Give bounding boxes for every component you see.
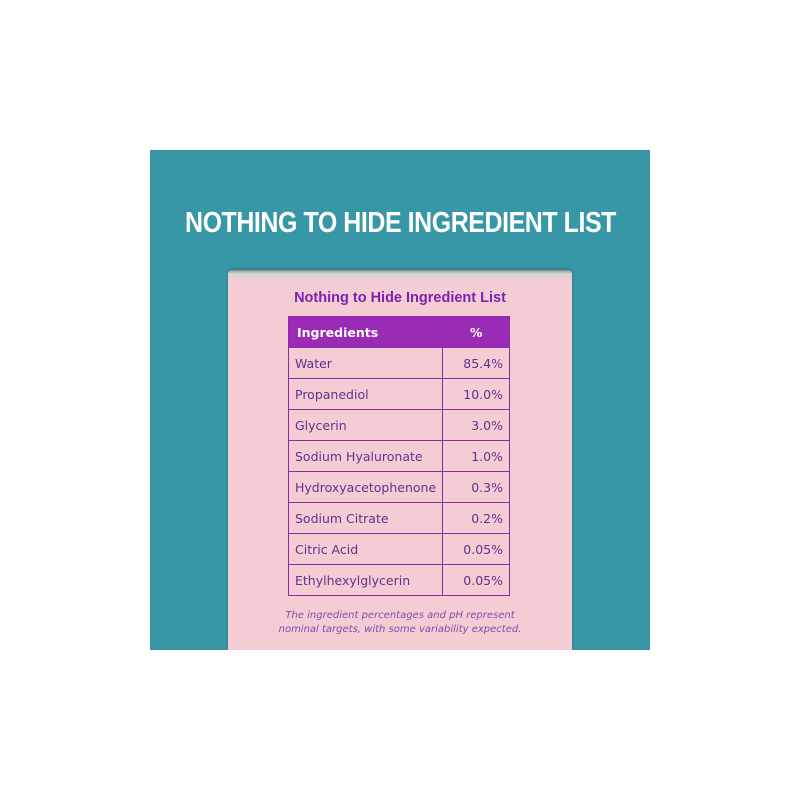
table-row: [289, 379, 510, 410]
ingredient-percent: 85.4%: [443, 348, 510, 379]
table-row: [289, 348, 510, 379]
header-percent: %: [443, 317, 510, 348]
ingredient-percent: 0.05%: [443, 565, 510, 596]
ingredient-name: Hydroxyacetophenone: [289, 472, 443, 503]
box-title: Nothing to Hide Ingredient List: [294, 290, 506, 306]
footnote-line-1: The ingredient percentages and pH represent: [285, 610, 515, 621]
ingredient-name: Water: [289, 348, 443, 379]
table-row: [289, 534, 510, 565]
headline: NOTHING TO HIDE INGREDIENT LIST: [185, 207, 616, 239]
footnote-line-2: nominal targets, with some variability expected.: [278, 624, 522, 635]
table-row: [289, 503, 510, 534]
header-ingredients: Ingredients: [289, 317, 443, 348]
ingredient-name: Citric Acid: [289, 534, 443, 565]
ingredient-percent: 1.0%: [443, 441, 510, 472]
ingredient-percent: 0.05%: [443, 534, 510, 565]
ingredient-percent: 3.0%: [443, 410, 510, 441]
teal-panel: [150, 150, 650, 650]
ingredient-name: Propanediol: [289, 379, 443, 410]
footnote: [228, 609, 572, 637]
table-row: [289, 472, 510, 503]
table-row: [289, 441, 510, 472]
ingredient-name: Ethylhexylglycerin: [289, 565, 443, 596]
ingredient-name: Sodium Hyaluronate: [289, 441, 443, 472]
table-row: [289, 565, 510, 596]
ingredient-percent: 0.2%: [443, 503, 510, 534]
table-header-row: [289, 317, 510, 348]
product-box: [228, 270, 572, 650]
ingredient-name: Glycerin: [289, 410, 443, 441]
box-top-edge: [228, 270, 572, 281]
ingredient-percent: 10.0%: [443, 379, 510, 410]
ingredient-name: Sodium Citrate: [289, 503, 443, 534]
ingredient-percent: 0.3%: [443, 472, 510, 503]
ingredient-table: [288, 316, 510, 596]
table-row: [289, 410, 510, 441]
